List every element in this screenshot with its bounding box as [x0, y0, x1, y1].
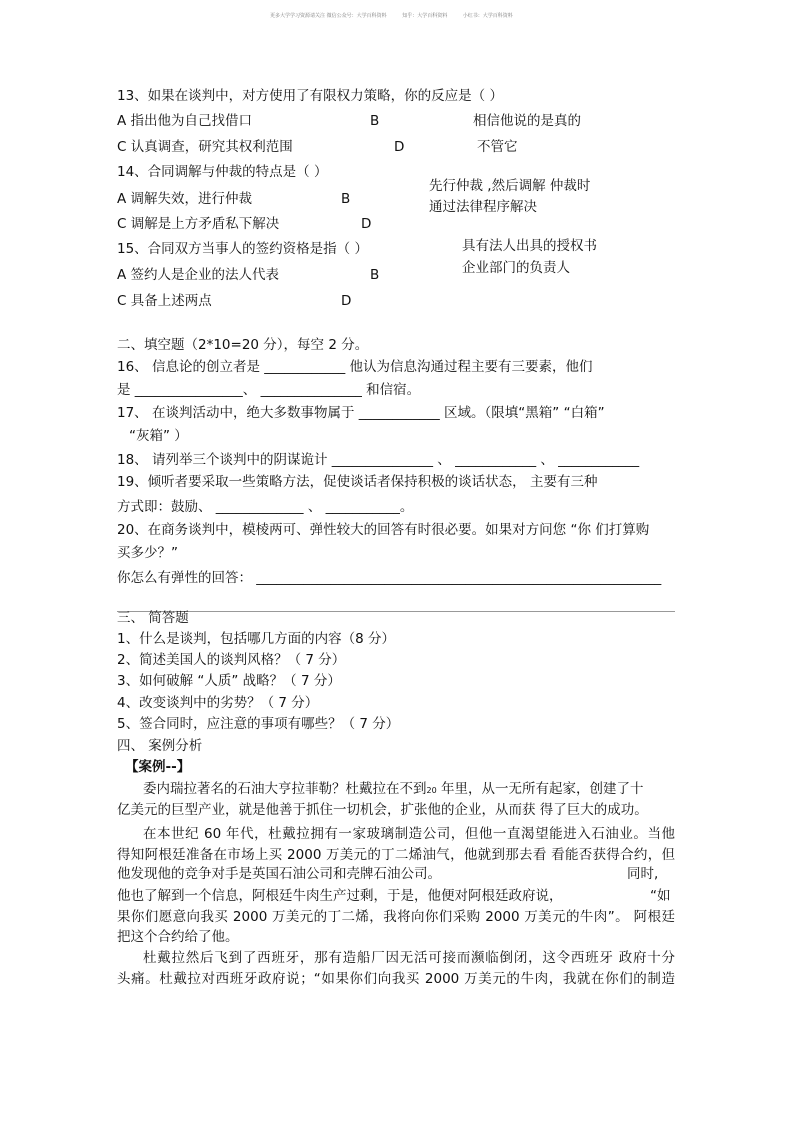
q15-option-b-line2: 企业部门的负责人 — [462, 260, 570, 276]
q18: 18、 请列举三个谈判中的阴谋诡计 _______________ 、 ____________ 、 ____________ — [117, 452, 640, 468]
q20-line2: 买多少？” — [117, 545, 178, 561]
q13-option-c: C 认真调查，研究其权利范围 — [117, 139, 293, 155]
q15-option-b-label: B — [370, 267, 380, 283]
case-line-6: 他也了解到一个信息，阿根廷牛肉生产过剩，于是，他便对阿根廷政府说， — [117, 888, 563, 904]
q17-line2: “灰箱” ） — [129, 428, 188, 444]
case-line-1-number: 20 — [426, 786, 437, 795]
q13-option-d-label: D — [394, 139, 405, 155]
short-question-2: 2、简述美国人的谈判风格？（ 7 分） — [117, 652, 346, 668]
q16-line1: 16、 信息论的创立者是 ____________ 他认为信息沟通过程主要有三要素，他们 — [117, 359, 593, 375]
header-xhs: 小红书：大学百科资料 — [462, 13, 513, 19]
short-question-3: 3、如何破解 “人质” 战略？（ 7 分） — [117, 673, 341, 689]
q14-option-b-label: B — [341, 191, 351, 207]
short-question-5: 5、签合同时，应注意的事项有哪些？（ 7 分） — [117, 716, 400, 732]
case-line-8: 把这个合约给了他。 — [117, 929, 239, 945]
short-section-title: 三、 简答题 — [117, 610, 189, 626]
case-line-1-text: 委内瑞拉著名的石油大亨拉菲勒？杜戴拉在不到 — [143, 781, 427, 797]
case-line-3: 在本世纪 60 年代，杜戴拉拥有一家玻璃制造公司，但他一直渴望能进入石油业。当他 — [143, 826, 675, 842]
header-zhihu: 知乎：大学百科资料 — [402, 13, 448, 19]
q14-option-c: C 调解是上方矛盾私下解决 — [117, 216, 280, 232]
q15-option-c: C 具备上述两点 — [117, 293, 212, 309]
case-line-10: 头痛。杜戴拉对西班牙政府说；“如果你们向我买 2000 万美元的牛肉，我就在你们的制造 — [117, 971, 675, 987]
case-line-6-end: “如 — [650, 888, 671, 904]
case-line-5-end: 同时, — [627, 866, 659, 882]
q13-option-b-label: B — [370, 113, 380, 129]
q13-option-a: A 指出他为自己找借口 — [117, 113, 253, 129]
q13-option-b: 相信他说的是真的 — [473, 113, 581, 129]
q19-line1: 19、倾听者要采取一些策略方法，促使谈话者保持积极的谈话状态， 主要有三种 — [117, 474, 598, 490]
section-divider — [117, 611, 675, 612]
short-question-1: 1、什么是谈判，包括哪几方面的内容（8 分） — [117, 631, 395, 647]
case-label: 【案例--】 — [125, 759, 191, 775]
fill-section-title: 二、填空题（2*10=20 分），每空 2 分。 — [117, 337, 369, 353]
case-section-title: 四、 案例分析 — [117, 738, 203, 754]
case-line-1 — [143, 780, 643, 800]
q16-line2: 是 ________________、 _______________ 和信宿。 — [117, 382, 421, 398]
short-question-4: 4、改变谈判中的劣势？（ 7 分） — [117, 695, 319, 711]
q14-stem: 14、合同调解与仲裁的特点是（ ） — [117, 164, 328, 180]
case-line-5: 他发现他的竞争对手是英国石油公司和壳牌石油公司。 — [117, 866, 441, 882]
q14-option-a: A 调解失效，进行仲裁 — [117, 191, 253, 207]
case-line-9: 杜戴拉然后飞到了西班牙，那有造船厂因无活可接而濒临倒闭，这令西班牙 政府十分 — [143, 950, 675, 966]
header-notice: 更多大学学习资源请关注 微信公众号：大学百科资料 — [270, 13, 387, 19]
q15-option-a: A 签约人是企业的法人代表 — [117, 267, 280, 283]
case-line-7: 果你们愿意向我买 2000 万美元的丁二烯，我将向你们采购 2000 万美元的牛肉”。 阿根廷 — [117, 909, 675, 925]
q19-line2: 方式即：鼓励、 _____________ 、 ___________。 — [117, 499, 414, 515]
q15-option-b-line1: 具有法人出具的授权书 — [462, 238, 597, 254]
case-line-4: 得知阿根廷准备在市场上买 2000 万美元的丁二烯油气，他就到那去看 看能否获得合约，但 — [117, 847, 675, 863]
q14-option-d-label: D — [361, 216, 372, 232]
case-line-1-rest: 年里，从一无所有起家，创建了十 — [436, 781, 644, 797]
case-line-2: 亿美元的巨型产业，就是他善于抓住一切机会，扩张他的企业，从而获 得了巨大的成功。 — [117, 802, 648, 818]
q20-line1: 20、在商务谈判中，模棱两可、弹性较大的回答有时很必要。如果对方问您 “你 们打算购 — [117, 522, 650, 538]
q14-option-b-line2: 通过法律程序解决 — [429, 199, 537, 215]
q14-option-b-line1: 先行仲裁 ,然后调解 仲裁时 — [429, 178, 591, 194]
q17-line1: 17、 在谈判活动中，绝大多数事物属于 ____________ 区域。（限填“黑箱” “白箱” — [117, 405, 605, 421]
page-header — [270, 12, 527, 19]
q13-stem: 13、如果在谈判中，对方使用了有限权力策略，你的反应是（ ） — [117, 88, 503, 104]
q13-option-d: 不管它 — [477, 139, 518, 155]
q15-stem: 15、合同双方当事人的签约资格是指（ ） — [117, 241, 368, 257]
q20-line3: 你怎么有弹性的回答： ____________________________________________________________ — [117, 570, 662, 586]
q15-option-d-label: D — [341, 293, 352, 309]
